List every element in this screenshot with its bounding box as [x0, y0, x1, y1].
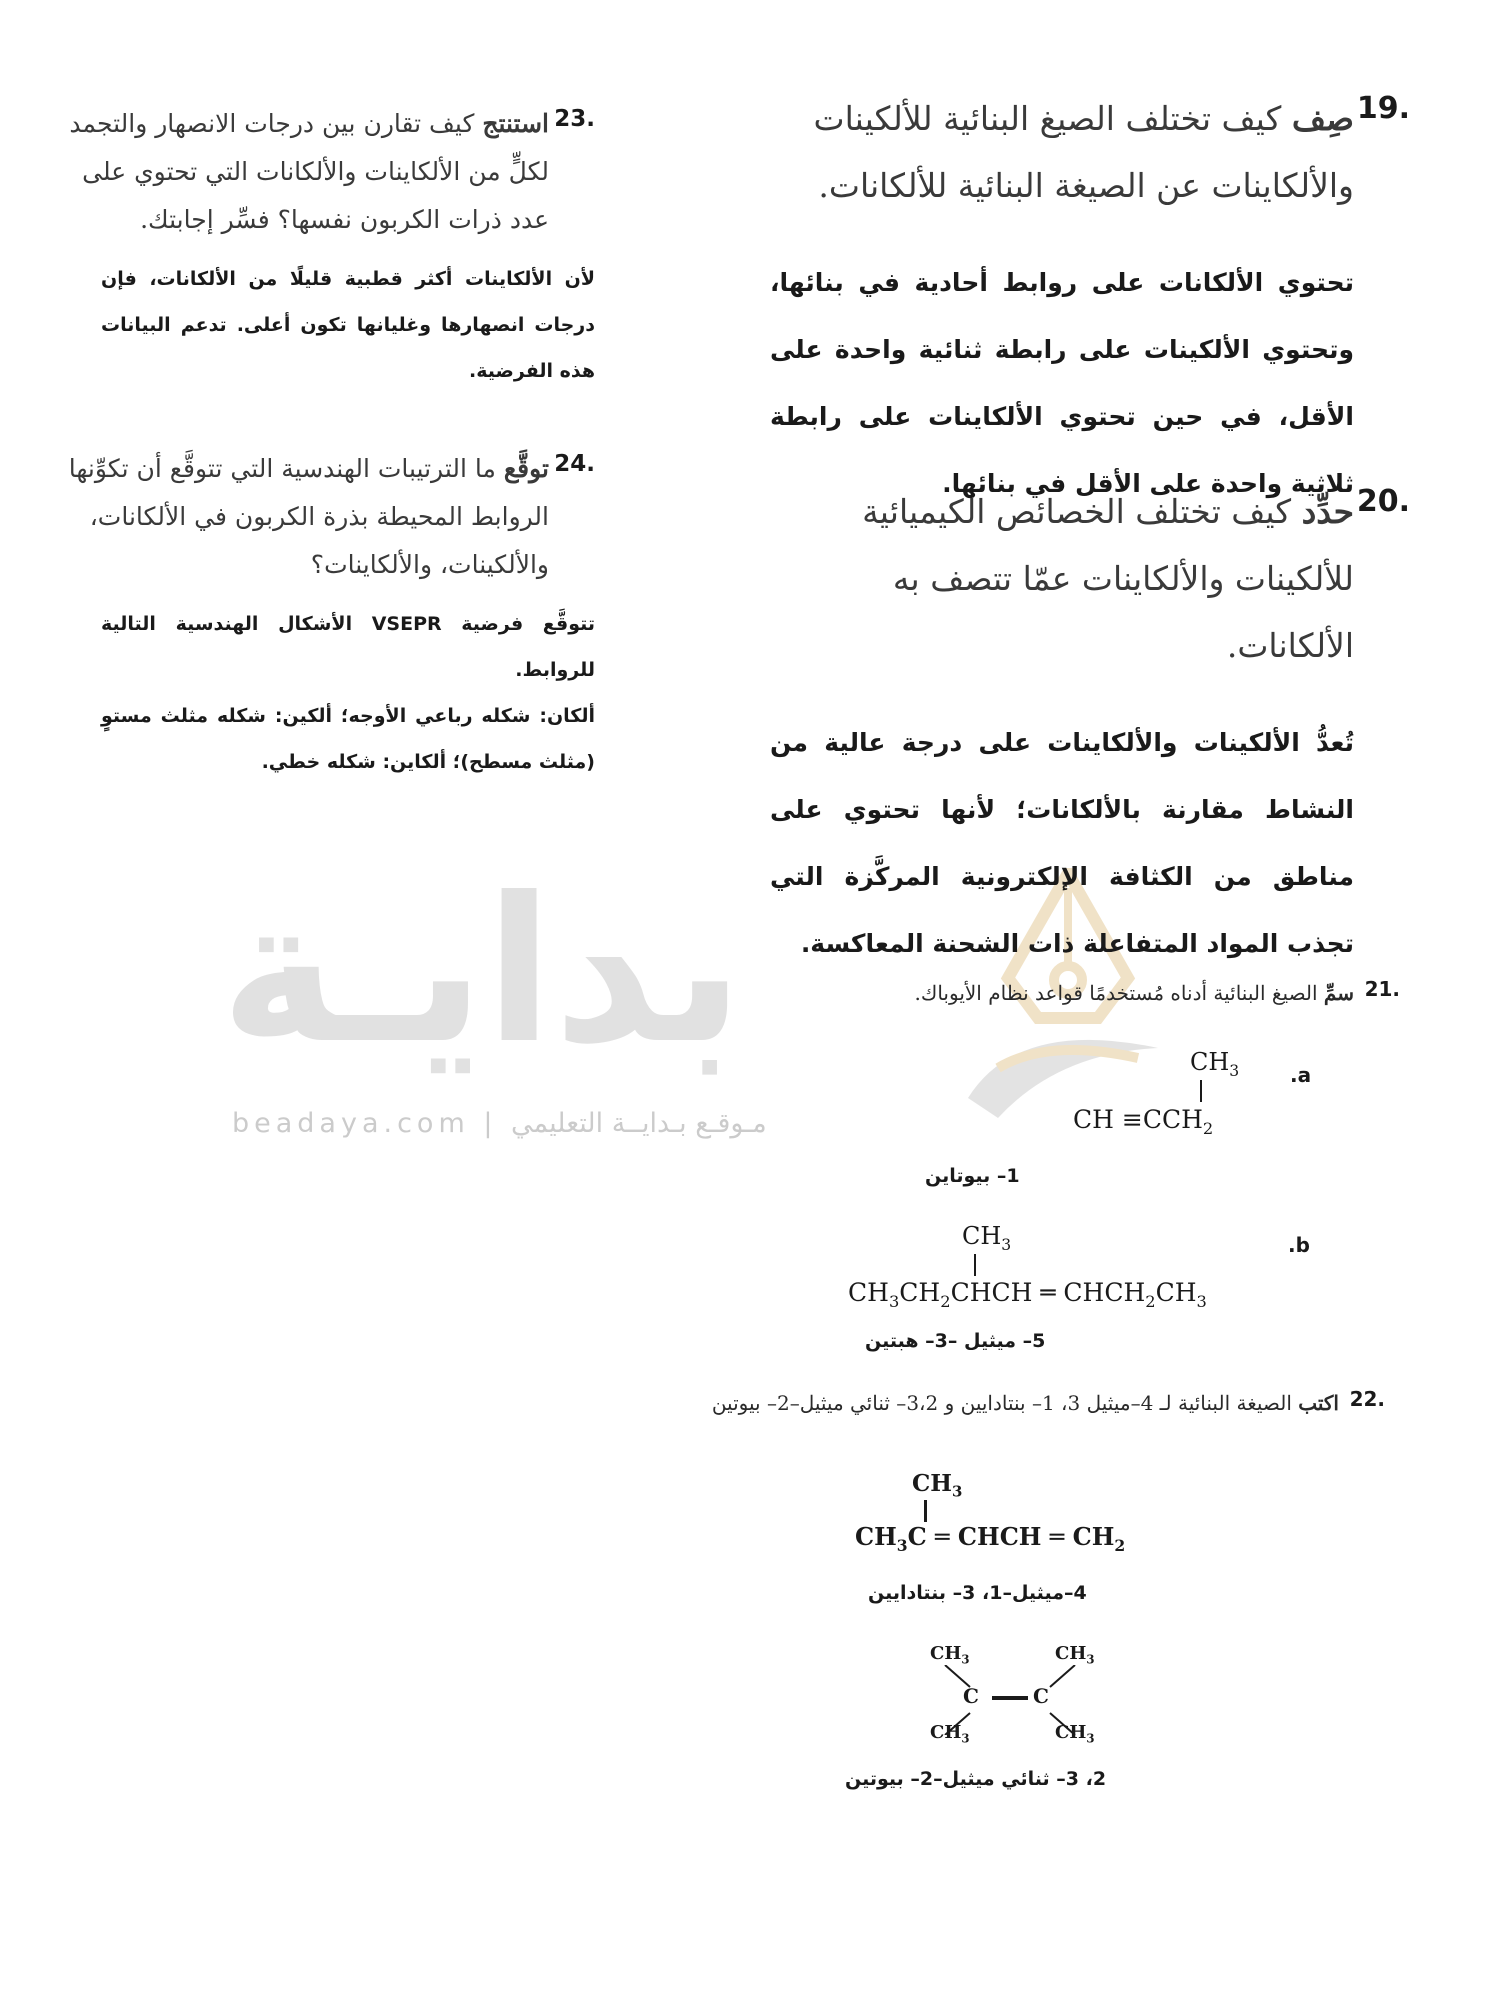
formula-21b-branch: $CH_3$	[962, 1222, 1012, 1254]
ch3-top-left: $CH_3$	[930, 1643, 970, 1667]
question-number: 21.	[1364, 977, 1400, 1001]
question-20	[770, 478, 1410, 977]
question-verb: توقَّع	[503, 454, 549, 483]
question-text: الصيغ البنائية أدناه مُستخدمًا قواعد نظام الأيوباك.	[914, 981, 1324, 1005]
question-text: كيف تختلف الخصائص الكيميائية للألكينات والألكاينات عمّا تتصف به الألكانات.	[862, 492, 1354, 665]
ch3-bottom-right: $CH_3$	[1055, 1722, 1095, 1746]
question-verb: استنتج	[482, 109, 549, 138]
formula-22-main: $CH_3C$ ═ CHCH ═ $CH_2$	[855, 1522, 1126, 1555]
question-text: ما الترتيبات الهندسية التي تتوقَّع أن تكوِّنها الروابط المحيطة بذرة الكربون في الألكانات، والألكينات، والألكاينات؟	[68, 454, 549, 579]
compound-name-21a: 1– بيوتاين	[925, 1165, 1020, 1187]
question-verb: حدِّد	[1301, 492, 1354, 531]
question-text: كيف تختلف الصيغ البنائية للألكينات والألكاينات عن الصيغة البنائية للألكانات.	[813, 99, 1354, 205]
question-number: 19.	[1356, 91, 1410, 126]
compound-name-21b: 5– ميثيل –3– هبتين	[865, 1330, 1046, 1352]
question-22	[680, 1385, 1385, 1421]
question-number: 22.	[1349, 1387, 1385, 1411]
question-verb: سمِّ	[1323, 981, 1354, 1005]
item-letter-a: .a	[1290, 1063, 1312, 1087]
compound-name-22b: 2، 3– ثنائي ميثيل–2– بيوتين	[845, 1768, 1107, 1790]
question-text: الصيغة البنائية لـ 4–ميثيل 3، 1– بنتادايين و 3،2– ثنائي ميثيل–2– بيوتين	[711, 1391, 1299, 1415]
answer-text: تُعدُّ الألكينات والألكاينات على درجة عالية من النشاط مقارنة بالألكانات؛ لأنها تحتوي على مناطق من الكثافة الإلكترونية المركَّزة التي تجذب المواد المتفاعلة ذات الشحنة المعاكسة.	[770, 728, 1354, 958]
compound-name-22a: 4–ميثيل–1، 3– بنتادايين	[868, 1582, 1087, 1604]
question-19	[770, 85, 1410, 517]
answer-text: لأن الألكاينات أكثر قطبية قليلًا من الألكانات، فإن درجات انصهارها وغليانها تكون أعلى. تدعم البيانات هذه الفرضية.	[101, 268, 595, 382]
bond-line	[1200, 1080, 1202, 1102]
formula-21a-main: CH $\equiv CCH_2$	[1073, 1105, 1214, 1138]
answer-text: تحتوي الألكانات على روابط أحادية في بنائها، وتحتوي الألكينات على رابطة ثنائية واحدة على الأقل، في حين تحتوي الألكاينات على رابطة ثلاثية واحدة على الأقل في بنائها.	[770, 268, 1354, 498]
question-verb: صِف	[1291, 99, 1354, 138]
question-23	[55, 100, 595, 394]
watermark-brand: بدايـة	[220, 855, 744, 1088]
question-21	[760, 975, 1400, 1011]
bond-line	[924, 1500, 927, 1522]
ch3-top-right: $CH_3$	[1055, 1643, 1095, 1667]
question-verb: اكتب	[1298, 1391, 1339, 1415]
answer-line-2: ألكان: شكله رباعي الأوجه؛ ألكين: شكله مثلث مستوٍ (مثلث مسطح)؛ ألكاين: شكله خطي.	[101, 705, 595, 773]
carbon-left: C	[963, 1684, 979, 1708]
question-number: 23.	[554, 106, 595, 132]
formula-21b-main: $CH_3CH_2CHCH$ ═ $CHCH_2CH_3$	[848, 1278, 1207, 1311]
question-number: 20.	[1356, 484, 1410, 519]
question-text: كيف تقارن بين درجات الانصهار والتجمد لكلٍّ من الألكاينات والألكانات التي تحتوي على عدد ذرات الكربون نفسها؟ فسِّر إجابتك.	[69, 109, 549, 234]
question-number: 24.	[554, 451, 595, 477]
watermark-site: beadaya.com | مـوقـع بـدايــة التعليمي	[232, 1108, 767, 1139]
bond-line	[974, 1254, 976, 1276]
carbon-right: C	[1033, 1684, 1049, 1708]
item-letter-b: .b	[1288, 1233, 1310, 1257]
formula-21a-branch: $CH_3$	[1190, 1048, 1240, 1080]
ch3-bottom-left: $CH_3$	[930, 1722, 970, 1746]
formula-22-branch: $CH_3$	[912, 1470, 963, 1501]
answer-line-1: تتوقَّع فرضية VSEPR الأشكال الهندسية التالية للروابط.	[101, 613, 595, 681]
question-24	[55, 445, 595, 785]
